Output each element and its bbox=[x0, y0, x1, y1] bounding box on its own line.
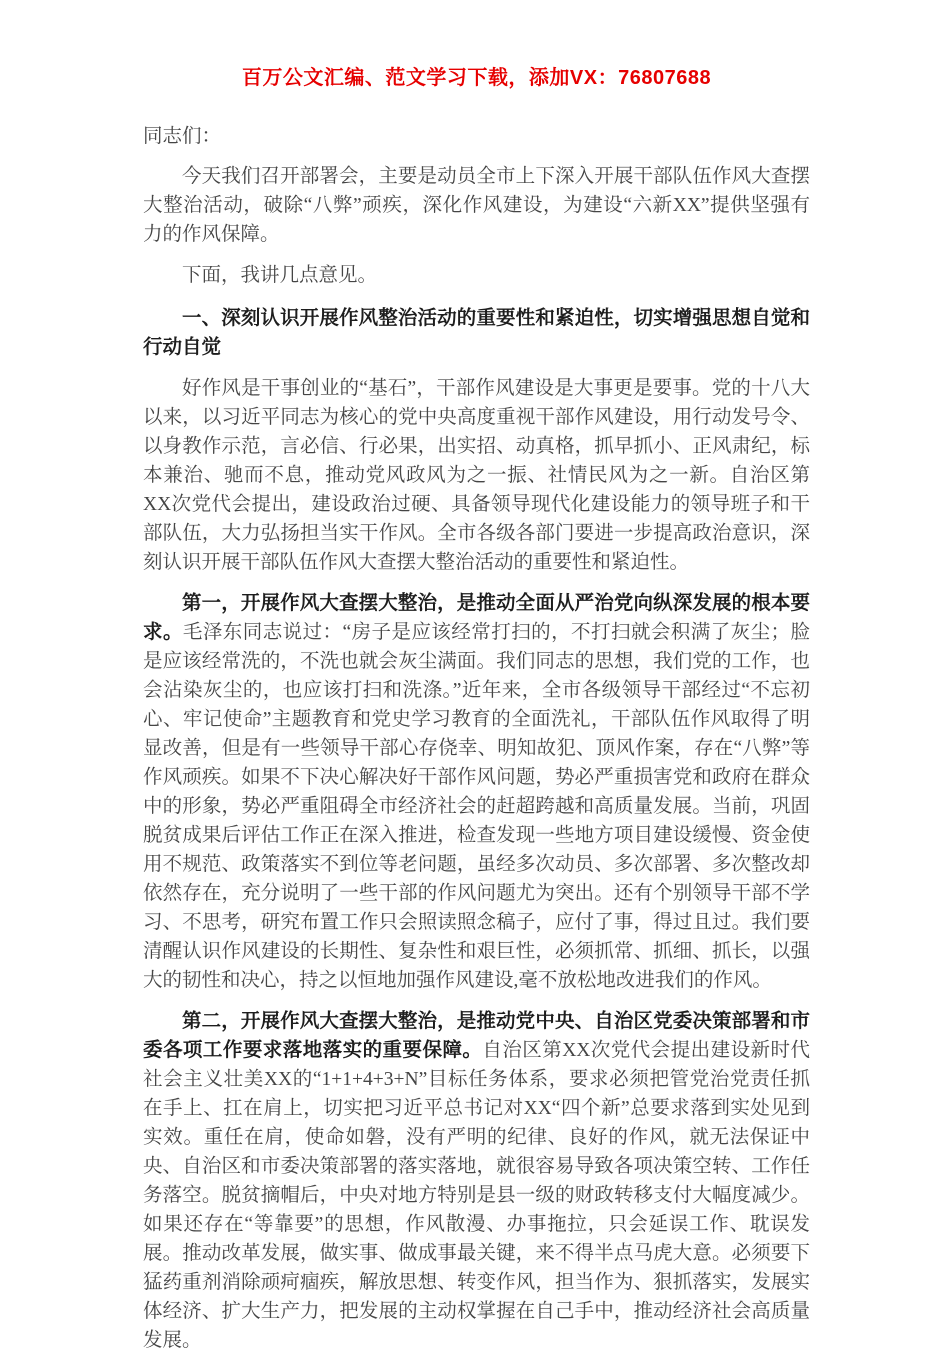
point-2-lead: 第二，开展作风大查摆大整治，是推动党中央、自治区党委决策部署和市委各项工作要求落地落实的重要保障。 bbox=[143, 1011, 810, 1061]
salutation: 同志们： bbox=[143, 126, 222, 147]
intro-paragraph-2: 下面，我讲几点意见。 bbox=[182, 265, 378, 286]
section-1-paragraph: 好作风是干事创业的“基石”，干部作风建设是大事更是要事。党的十八大以来，以习近平同志为核心的党中央高度重视干部作风建设，用行动发号令、以身教作示范，言必信、行必果，出实招、动真格，抓早抓小、正风肃纪，标本兼治、驰而不息，推动党风政风为之一振、社情民风为之一新。自治区第XX次党代会提出，建设政治过硬、具备领导现代化建设能力的领导班子和干部队伍，大力弘扬担当实干作风。全市各级各部门要进一步提高政治意识，深刻认识开展干部队伍作风大查摆大整治活动的重要性和紧迫性。 bbox=[143, 378, 810, 573]
point-1-text: 毛泽东同志说过：“房子是应该经常打扫的，不打扫就会积满了灰尘；脸是应该经常洗的，不洗也就会灰尘满面。我们同志的思想，我们党的工作，也会沾染灰尘的，也应该打扫和洗涤。”近年来，全市各级领导干部经过“不忘初心、牢记使命”主题教育和党史学习教育的全面洗礼，干部队伍作风取得了明显改善，但是有一些领导干部心存侥幸、明知故犯、顶风作案，存在“八弊”等作风顽疾。如果不下决心解决好干部作风问题，势必严重损害党和政府在群众中的形象，势必严重阻碍全市经济社会的赶超跨越和高质量发展。当前，巩固脱贫成果后评估工作正在深入推进，检查发现一些地方项目建设缓慢、资金使用不规范、政策落实不到位等老问题，虽经多次动员、多次部署、多次整改却依然存在，充分说明了一些干部的作风问题尤为突出。还有个别领导干部不学习、不思考，研究布置工作只会照读照念稿子，应付了事，得过且过。我们要清醒认识作风建设的长期性、复杂性和艰巨性，必须抓常、抓细、抓长，以强大的韧性和决心，持之以恒地加强作风建设,毫不放松地改进我们的作风。 bbox=[143, 622, 810, 991]
point-1-lead: 第一，开展作风大查摆大整治，是推动全面从严治党向纵深发展的根本要求。 bbox=[143, 593, 810, 643]
promo-header: 百万公文汇编、范文学习下载，添加VX：76807688 bbox=[241, 67, 712, 89]
section-1-heading: 一、深刻认识开展作风整治活动的重要性和紧迫性，切实增强思想自觉和行动自觉 bbox=[143, 308, 810, 358]
point-2-text: 自治区第XX次党代会提出建设新时代社会主义壮美XX的“1+1+4+3+N”目标任务体系，要求必须把管党治党责任抓在手上、扛在肩上，切实把习近平总书记对XX“四个新”总要求落到实处见到实效。重任在肩，使命如磐，没有严明的纪律、良好的作风，就无法保证中央、自治区和市委决策部署的落实落地，就很容易导致各项决策空转、工作任务落空。脱贫摘帽后，中央对地方特别是县一级的财政转移支付大幅度减少。如果还存在“等靠要”的思想，作风散漫、办事拖拉，只会延误工作、耽误发展。推动改革发展，做实事、做成事最关键，来不得半点马虎大意。必须要下猛药重剂消除顽疴痼疾，解放思想、转变作风，担当作为、狠抓落实，发展实体经济、扩大生产力，把发展的主动权掌握在自己手中，推动经济社会高质量发展。 bbox=[143, 1040, 810, 1351]
intro-paragraph-1: 今天我们召开部署会，主要是动员全市上下深入开展干部队伍作风大查摆大整治活动，破除“八弊”顽疾，深化作风建设，为建设“六新XX”提供坚强有力的作风保障。 bbox=[143, 166, 810, 245]
point-2-paragraph bbox=[143, 1007, 810, 1355]
document-body bbox=[143, 122, 810, 1355]
point-1-paragraph bbox=[143, 589, 810, 995]
